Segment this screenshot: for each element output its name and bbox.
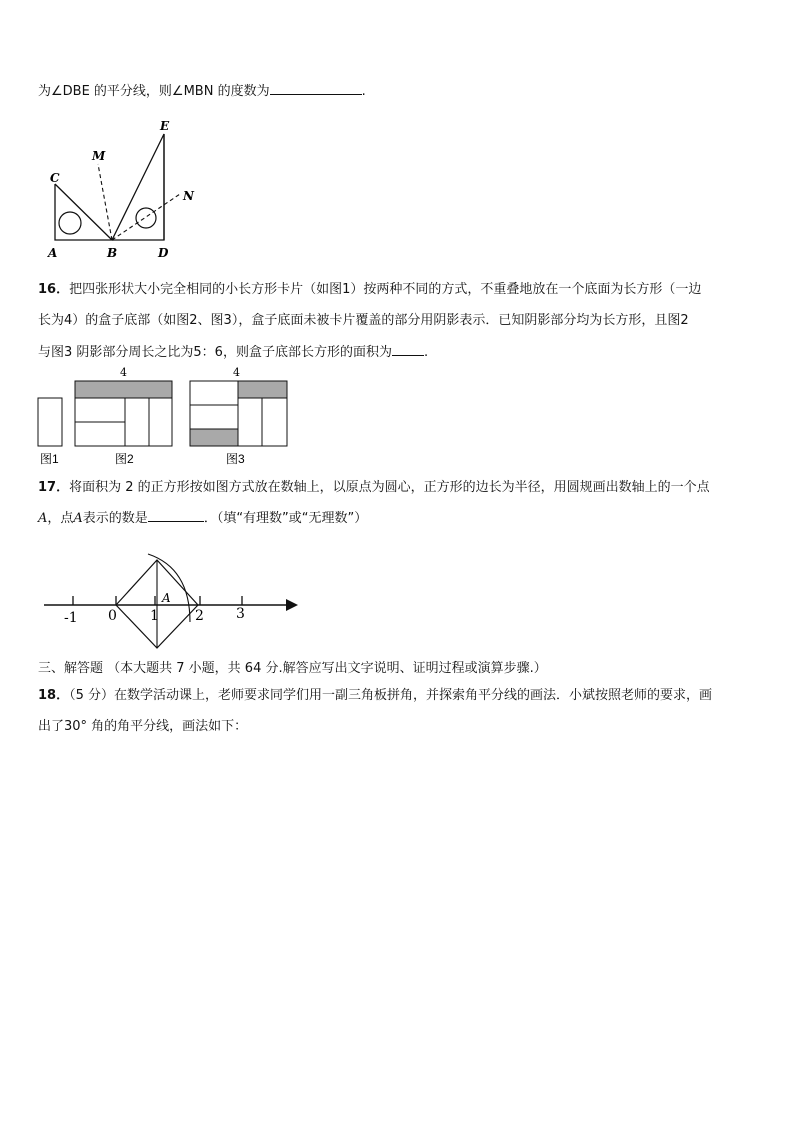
label-e: E	[160, 119, 170, 133]
q18-text-2: 出了30° 角的角平分线，画法如下：	[38, 719, 248, 734]
q17-line-2	[38, 509, 367, 528]
q17-text-1: 将面积为 2 的正方形按如图方式放在数轴上，以原点为圆心，正方形的边长为半径，用圆规画出数轴上的一个点	[69, 480, 710, 495]
q18-text-1: （5 分）在数学活动课上，老师要求同学们用一副三角板拼角，并探索角平分线的画法．小斌按照老师的要求，画	[69, 688, 712, 703]
q17-text-2d: 表示的数是	[82, 511, 148, 526]
q16-text-3-suffix: .	[423, 345, 429, 360]
fig3-shaded-bottom	[190, 429, 238, 446]
fig3-dimension-label: 4	[233, 366, 240, 379]
fig1-card	[38, 398, 62, 446]
answer-blank	[270, 82, 362, 95]
label-m: M	[92, 149, 106, 163]
point-a-label: A	[162, 591, 171, 605]
tick-label: 2	[195, 608, 204, 624]
axis-arrow-icon	[286, 599, 298, 611]
answer-blank	[148, 509, 204, 522]
q17-line-1	[38, 479, 710, 497]
q15-angle-figure	[40, 118, 210, 266]
section-3-header	[38, 660, 547, 678]
q18-number: 18．	[38, 688, 70, 703]
q18-line-2	[38, 718, 247, 736]
fig3-shaded-top	[238, 381, 287, 398]
section-3-title: 三、解答题 （本大题共 7 小题，共 64 分.解答应写出文字说明、证明过程或演算步骤.）	[38, 661, 547, 676]
q17-numberline-figure	[40, 548, 302, 658]
q16-text-2: 长为4）的盒子底部（如图2、图3），盒子底面未被卡片覆盖的部分用阴影表示．已知阴影部分均为长方形，且图2	[38, 313, 689, 328]
answer-blank	[392, 343, 424, 356]
q16-text-3: 与图3 阴影部分周长之比为5：6，则盒子底部长方形的面积为	[38, 345, 392, 360]
ray-bn	[112, 194, 180, 240]
q15-tail-suffix: .	[361, 84, 366, 99]
q16-line-3	[38, 343, 428, 362]
q16-figures	[30, 364, 300, 470]
fig2-dimension-label: 4	[120, 366, 127, 379]
left-triangle-hole	[59, 212, 81, 234]
tick-label: 3	[236, 606, 245, 622]
fig1-caption: 图1	[40, 452, 59, 466]
label-n: N	[183, 189, 194, 203]
q16-text-1: 把四张形状大小完全相同的小长方形卡片（如图1）按两种不同的方式，不重叠地放在一个底面为长方形（一边	[69, 282, 702, 297]
label-a: A	[48, 246, 58, 260]
q16-line-1	[38, 281, 701, 299]
label-c: C	[50, 171, 60, 185]
q17-text-2e: ．（填“有理数”或“无理数”）	[203, 511, 368, 526]
q15-tail-text: 为∠DBE 的平分线，则∠MBN 的度数为	[38, 84, 270, 99]
point-a-symbol: A	[73, 511, 83, 526]
point-a-symbol: A	[38, 511, 48, 526]
label-b: B	[107, 246, 118, 260]
label-d: D	[158, 246, 169, 260]
fig2-caption: 图2	[115, 452, 134, 466]
tick-label: -1	[64, 610, 78, 626]
q17-text-2b: ，点	[47, 511, 74, 526]
fig2-shaded-strip	[75, 381, 172, 398]
tick-label: 0	[108, 608, 117, 624]
q17-number: 17．	[38, 480, 70, 495]
fig3-caption: 图3	[226, 452, 245, 466]
q15-text-line	[38, 82, 366, 101]
tick-label: 1	[150, 608, 159, 624]
right-triangle-hole	[136, 208, 156, 228]
q16-line-2	[38, 312, 689, 330]
q16-number: 16．	[38, 282, 70, 297]
q18-line-1	[38, 687, 712, 705]
